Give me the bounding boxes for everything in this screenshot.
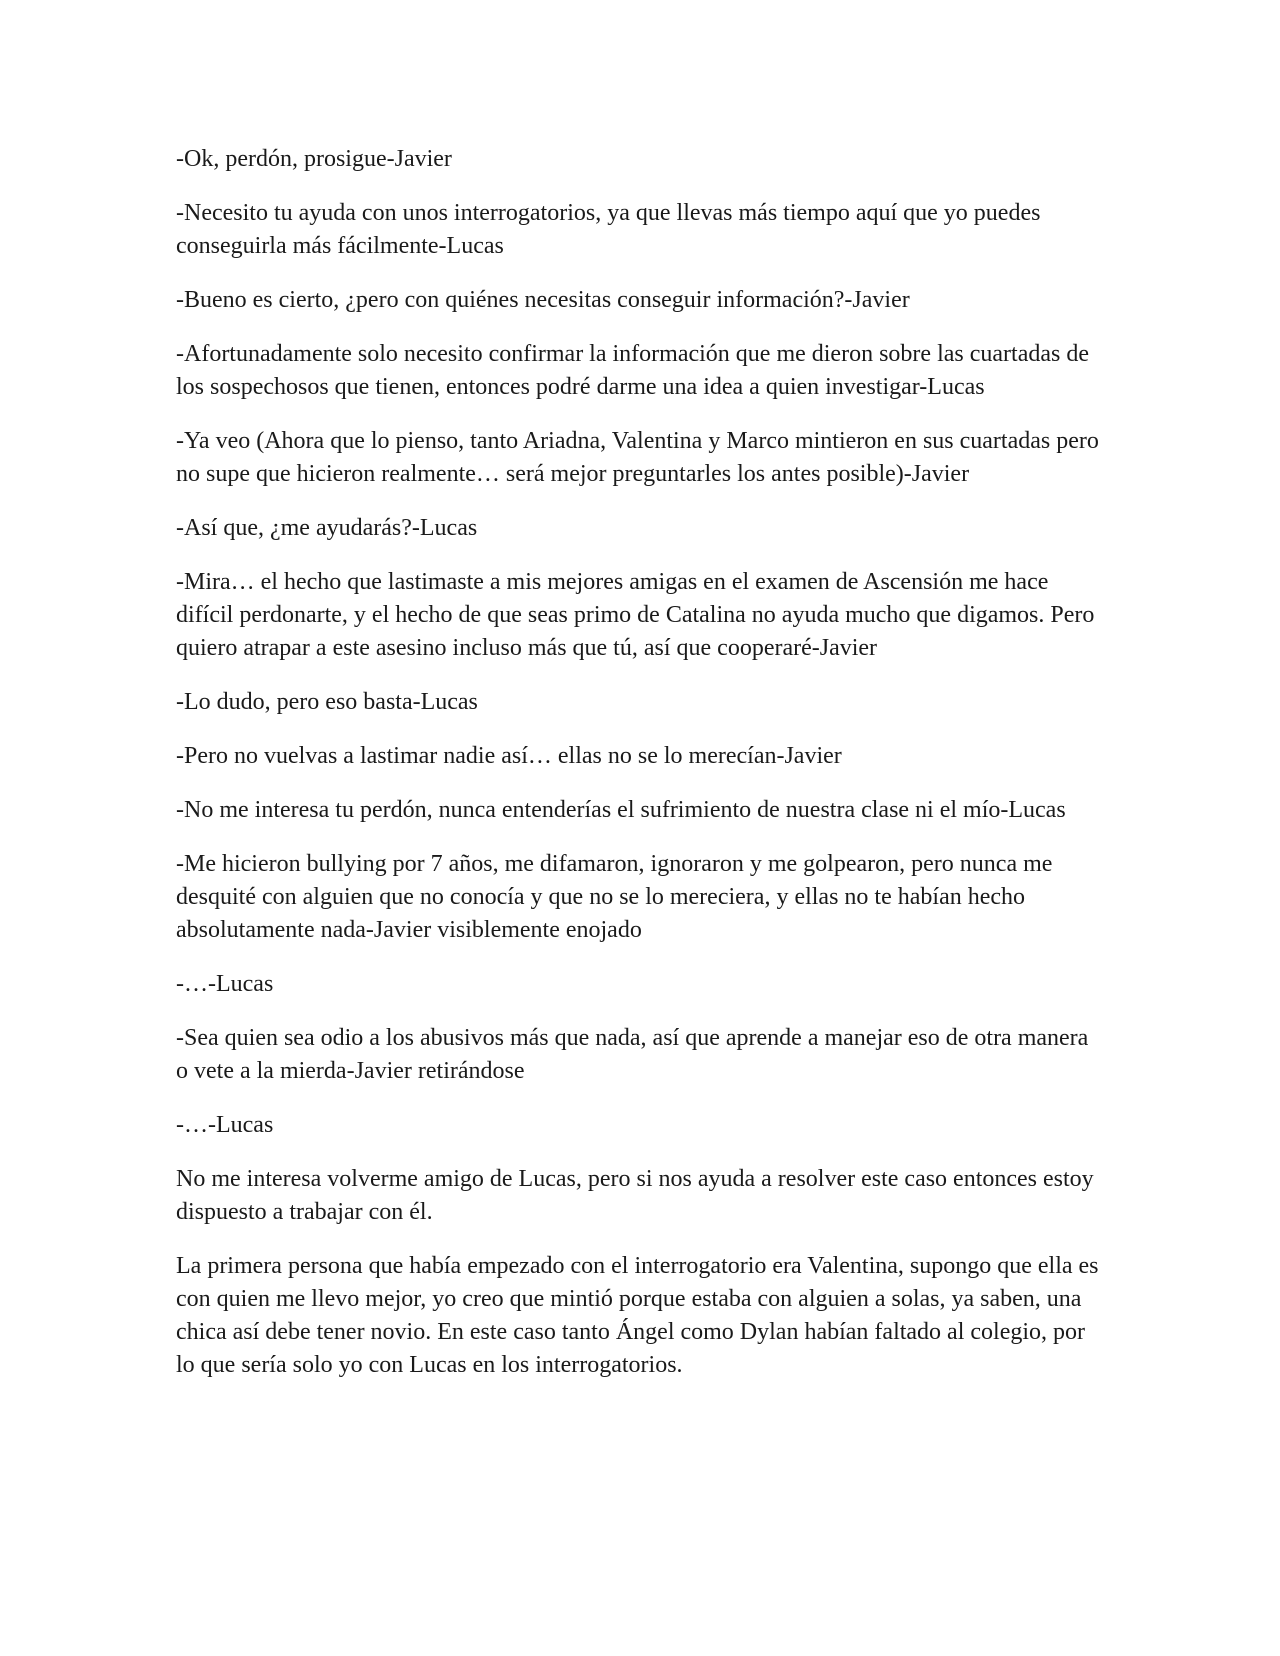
paragraph-2: -Necesito tu ayuda con unos interrogatorios, ya que llevas más tiempo aquí que yo puedes conseguirla más fácilmente-Lucas	[176, 200, 1041, 259]
paragraph-12: -…-Lucas	[176, 971, 274, 997]
paragraph-5: -Ya veo (Ahora que lo pienso, tanto Ariadna, Valentina y Marco mintieron en sus cuartadas pero no supe que hicieron realmente… será mejor preguntarles los antes posible)-Javier	[176, 428, 1099, 487]
paragraph-16: La primera persona que había empezado con el interrogatorio era Valentina, supongo que ella es con quien me llevo mejor, yo creo que mintió porque estaba con alguien a solas, ya saben, una chica así debe tener novio. En este caso tanto Ángel como Dylan habían faltado al colegio, por lo que sería solo yo con Lucas en los interrogatorios.	[176, 1253, 1099, 1378]
paragraph-1: -Ok, perdón, prosigue-Javier	[176, 146, 452, 172]
paragraph-13: -Sea quien sea odio a los abusivos más que nada, así que aprende a manejar eso de otra manera o vete a la mierda-Javier retirándose	[176, 1025, 1089, 1084]
paragraph-15: No me interesa volverme amigo de Lucas, pero si nos ayuda a resolver este caso entonces estoy dispuesto a trabajar con él.	[176, 1166, 1094, 1225]
paragraph-4: -Afortunadamente solo necesito confirmar la información que me dieron sobre las cuartadas de los sospechosos que tienen, entonces podré darme una idea a quien investigar-Lucas	[176, 341, 1089, 400]
paragraph-3: -Bueno es cierto, ¿pero con quiénes necesitas conseguir información?-Javier	[176, 287, 910, 313]
paragraph-14: -…-Lucas	[176, 1112, 274, 1138]
document-body	[176, 143, 1104, 1403]
paragraph-8: -Lo dudo, pero eso basta-Lucas	[176, 689, 478, 715]
paragraph-11: -Me hicieron bullying por 7 años, me difamaron, ignoraron y me golpearon, pero nunca me desquité con alguien que no conocía y que no se lo mereciera, y ellas no te habían hecho absolutamente nada-Javier visiblemente enojado	[176, 851, 1053, 943]
paragraph-10: -No me interesa tu perdón, nunca entenderías el sufrimiento de nuestra clase ni el mío-Lucas	[176, 797, 1066, 823]
paragraph-9: -Pero no vuelvas a lastimar nadie así… ellas no se lo merecían-Javier	[176, 743, 842, 769]
paragraph-7: -Mira… el hecho que lastimaste a mis mejores amigas en el examen de Ascensión me hace difícil perdonarte, y el hecho de que seas primo de Catalina no ayuda mucho que digamos. Pero quiero atrapar a este asesino incluso más que tú, así que cooperaré-Javier	[176, 569, 1095, 661]
paragraph-6: -Así que, ¿me ayudarás?-Lucas	[176, 515, 478, 541]
